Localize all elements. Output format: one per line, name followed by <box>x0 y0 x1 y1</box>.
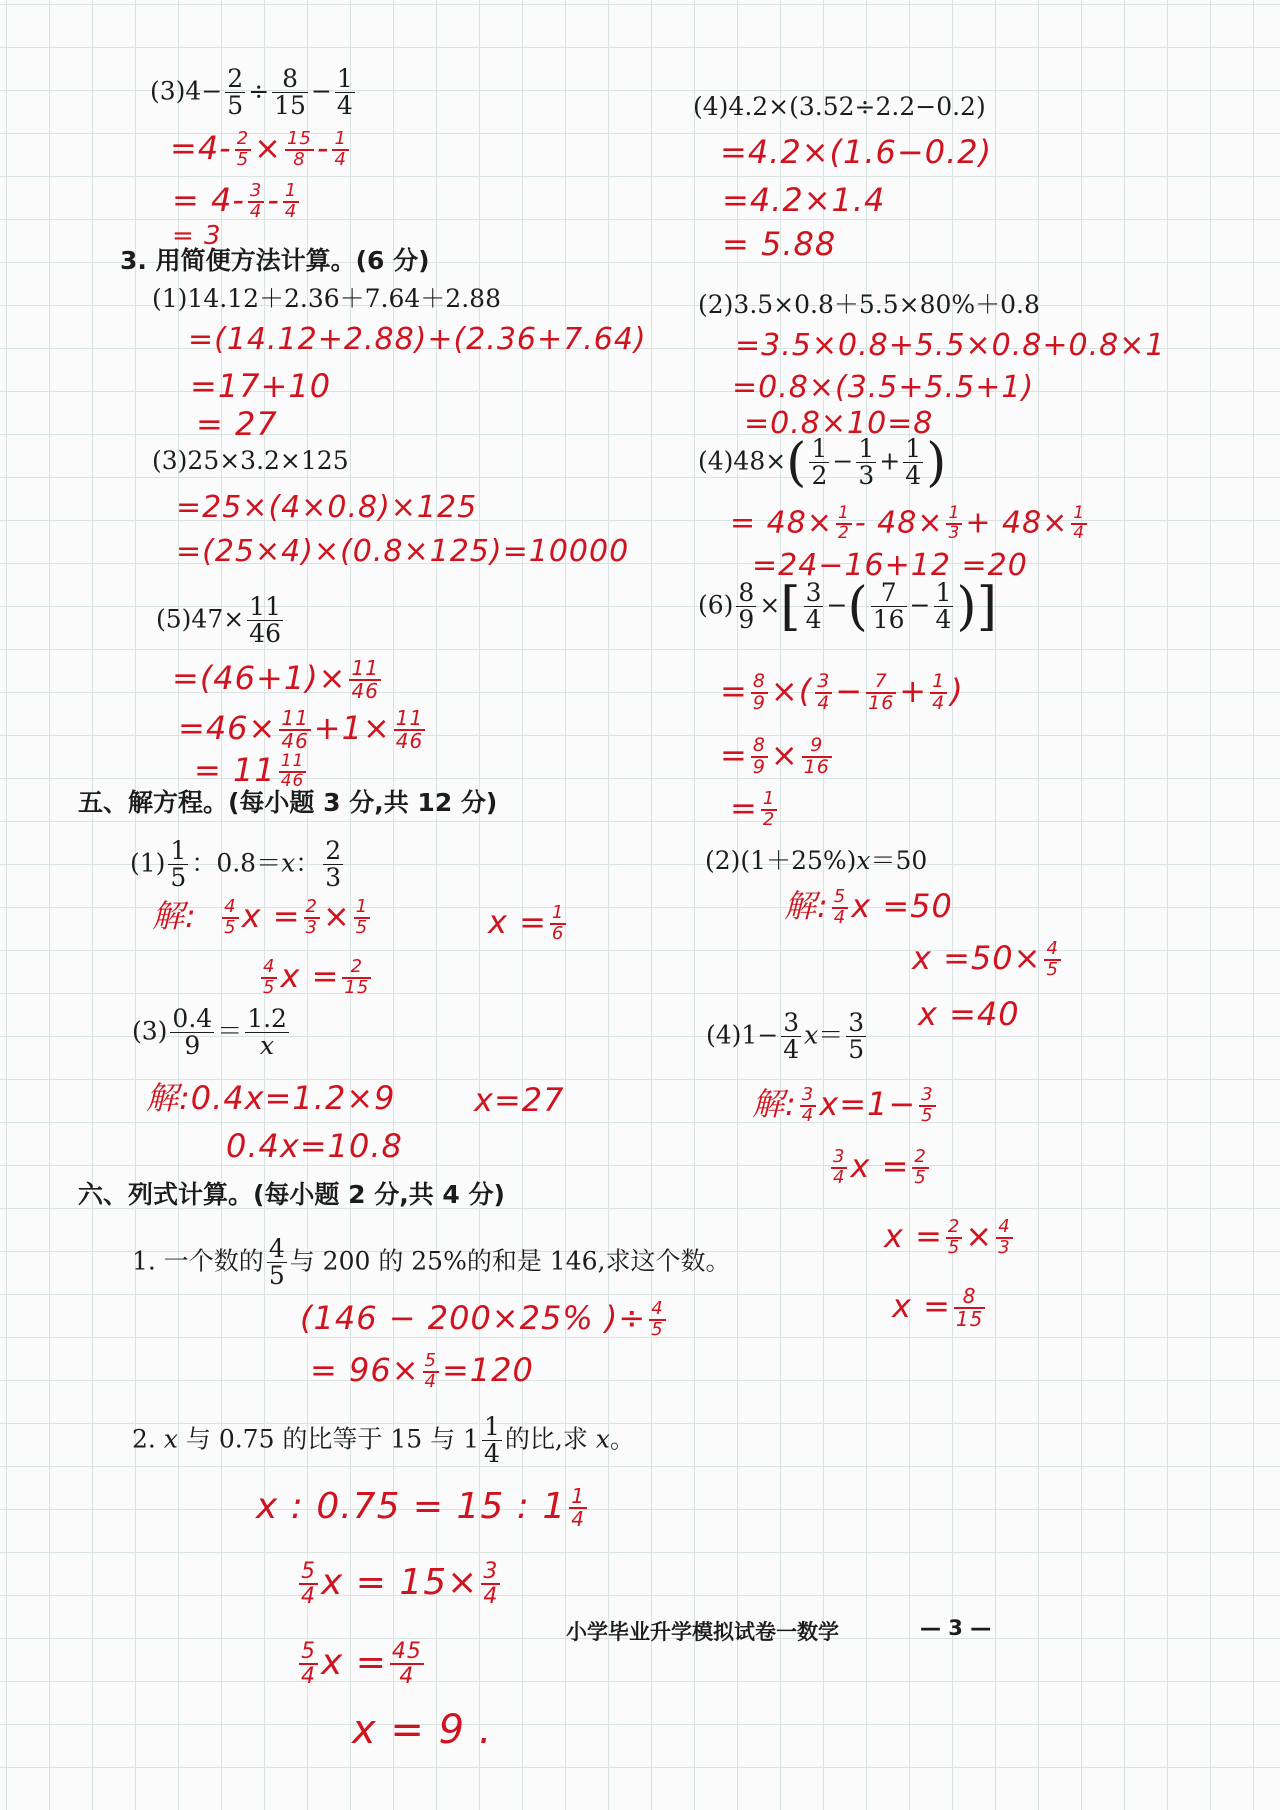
handwritten-step: = 11 $\frac{11}{46}$ <box>194 751 305 791</box>
problem-3-4: (4)48×( $\frac{1}{2}$ − $\frac{1}{3}$ + $\frac{1}{4}$ ) <box>698 432 947 493</box>
handwritten-step: = $\frac{8}{9}$ × $\frac{9}{16}$ <box>720 734 830 778</box>
handwritten-step: =0.8×10=8 <box>744 406 934 441</box>
handwritten-step: = $\frac{8}{9}$ ×( $\frac{3}{4}$ − $\frac{7}{16}$ + $\frac{1}{4}$ ) <box>720 670 964 714</box>
problem-4-top: (4)4.2×(3.52÷2.2−0.2) <box>693 92 986 121</box>
section-3-heading: 3. 用简便方法计算。(6 分) <box>120 246 430 275</box>
handwritten-step: = 96× $\frac{5}{4}$ =120 <box>310 1350 534 1392</box>
handwritten-step: 0.4x=10.8 <box>226 1127 403 1165</box>
section-6-heading: 六、列式计算。(每小题 2 分,共 4 分) <box>78 1180 505 1209</box>
handwritten-step: x = $\frac{2}{5}$ × $\frac{4}{3}$ <box>884 1216 1011 1258</box>
handwritten-step: x = 9 . <box>352 1707 493 1753</box>
handwritten-step: (146 − 200×25% )÷ $\frac{4}{5}$ <box>300 1298 664 1340</box>
handwritten-step: =(14.12+2.88)+(2.36+7.64) <box>188 322 647 357</box>
handwritten-step: 解: $\frac{3}{4}$ x=1− $\frac{3}{5}$ <box>752 1084 934 1126</box>
handwritten-step: =46× $\frac{11}{46}$ +1× $\frac{11}{46}$ <box>178 706 424 753</box>
problem-3-2: (2)3.5×0.8＋5.5×80%＋0.8 <box>698 290 1040 319</box>
handwritten-step: =4- $\frac{2}{5}$ × $\frac{15}{8}$ - $\frac{1}{4}$ <box>170 128 347 170</box>
handwritten-step: =24−16+12 =20 <box>752 548 1028 583</box>
handwritten-step: =(46+1)× $\frac{11}{46}$ <box>172 656 379 703</box>
handwritten-step: = 48× $\frac{1}{2}$ - 48× $\frac{1}{3}$ + 48× $\frac{1}{4}$ <box>730 503 1086 543</box>
handwritten-step: 解: $\frac{5}{4}$ x =50 <box>784 886 953 928</box>
handwritten-step: =4.2×1.4 <box>722 181 886 219</box>
section-5-heading: 五、解方程。(每小题 3 分,共 12 分) <box>78 788 498 817</box>
problem-6-2: 2. x 与 0.75 的比等于 15 与 1 $\frac{1}{4}$ 的比,求 x。 <box>132 1412 635 1469</box>
handwritten-step: $\frac{5}{4}$ x = 15× $\frac{3}{4}$ <box>301 1559 499 1610</box>
handwritten-step: =4.2×(1.6−0.2) <box>720 133 993 171</box>
handwritten-step: $\frac{3}{4}$ x = $\frac{2}{5}$ <box>833 1146 927 1188</box>
problem-3-3: (3)25×3.2×125 <box>152 446 349 475</box>
handwritten-step: =3.5×0.8+5.5×0.8+0.8×1 <box>735 328 1166 363</box>
handwritten-step: 解: $\frac{4}{5}$ x = $\frac{2}{3}$ × $\frac{1}{5}$ <box>152 896 369 938</box>
handwritten-step: =17+10 <box>190 367 332 405</box>
handwritten-step: = 27 <box>196 405 278 443</box>
footer-title: 小学毕业升学模拟试卷一数学 <box>566 1620 839 1644</box>
handwritten-step: $\frac{4}{5}$ x = $\frac{2}{15}$ <box>263 956 370 998</box>
handwritten-step: =(25×4)×(0.8×125)=10000 <box>176 534 630 569</box>
handwritten-step: =25×(4×0.8)×125 <box>176 490 478 525</box>
handwritten-answer: x = $\frac{1}{6}$ <box>488 902 565 944</box>
handwritten-step: = 5.88 <box>722 225 837 263</box>
handwritten-step: x : 0.75 = 15 : 1 $\frac{1}{4}$ <box>256 1484 585 1531</box>
handwritten-step: x =50× $\frac{4}{5}$ <box>912 938 1059 980</box>
handwritten-step: = 4- $\frac{3}{4}$ - $\frac{1}{4}$ <box>172 180 298 222</box>
handwritten-answer: x=27 <box>474 1081 565 1119</box>
handwritten-step: x =40 <box>918 995 1020 1033</box>
problem-5-3: (3) $\frac{0.4}{9}$ ＝ $\frac{1.2}{x}$ <box>132 1004 287 1061</box>
problem-5-1: (1) $\frac{1}{5}$ ：0.8＝x： $\frac{2}{3}$ <box>130 836 342 893</box>
handwritten-step: $\frac{5}{4}$ x = $\frac{45}{4}$ <box>301 1639 422 1690</box>
handwritten-step: = 3 <box>172 221 222 251</box>
problem-3-5: (5)47× $\frac{11}{46}$ <box>156 592 281 649</box>
handwritten-step: x = $\frac{8}{15}$ <box>892 1284 984 1331</box>
problem-6-1: 1. 一个数的 $\frac{4}{5}$ 与 200 的 25%的和是 146,求这个数。 <box>132 1234 731 1291</box>
problem-5-2: (2)(1＋25%)x＝50 <box>705 846 928 875</box>
problem-3-1: (1)14.12＋2.36＋7.64＋2.88 <box>152 284 501 313</box>
problem-5-4: (4)1− $\frac{3}{4}$ x＝ $\frac{3}{5}$ <box>706 1008 865 1065</box>
handwritten-step: 解:0.4x=1.2×9 <box>146 1079 396 1117</box>
handwritten-step: =0.8×(3.5+5.5+1) <box>732 370 1035 405</box>
problem-3-6: (6) $\frac{8}{9}$ ×[ $\frac{3}{4}$ −( $\frac{7}{16}$ − $\frac{1}{4}$ )] <box>698 576 997 637</box>
problem-3-top: (3)4− $\frac{2}{5}$ ÷ $\frac{8}{15}$ − $\frac{1}{4}$ <box>150 64 353 121</box>
page-number: — 3 — <box>920 1616 992 1640</box>
handwritten-step: = $\frac{1}{2}$ <box>730 788 776 830</box>
